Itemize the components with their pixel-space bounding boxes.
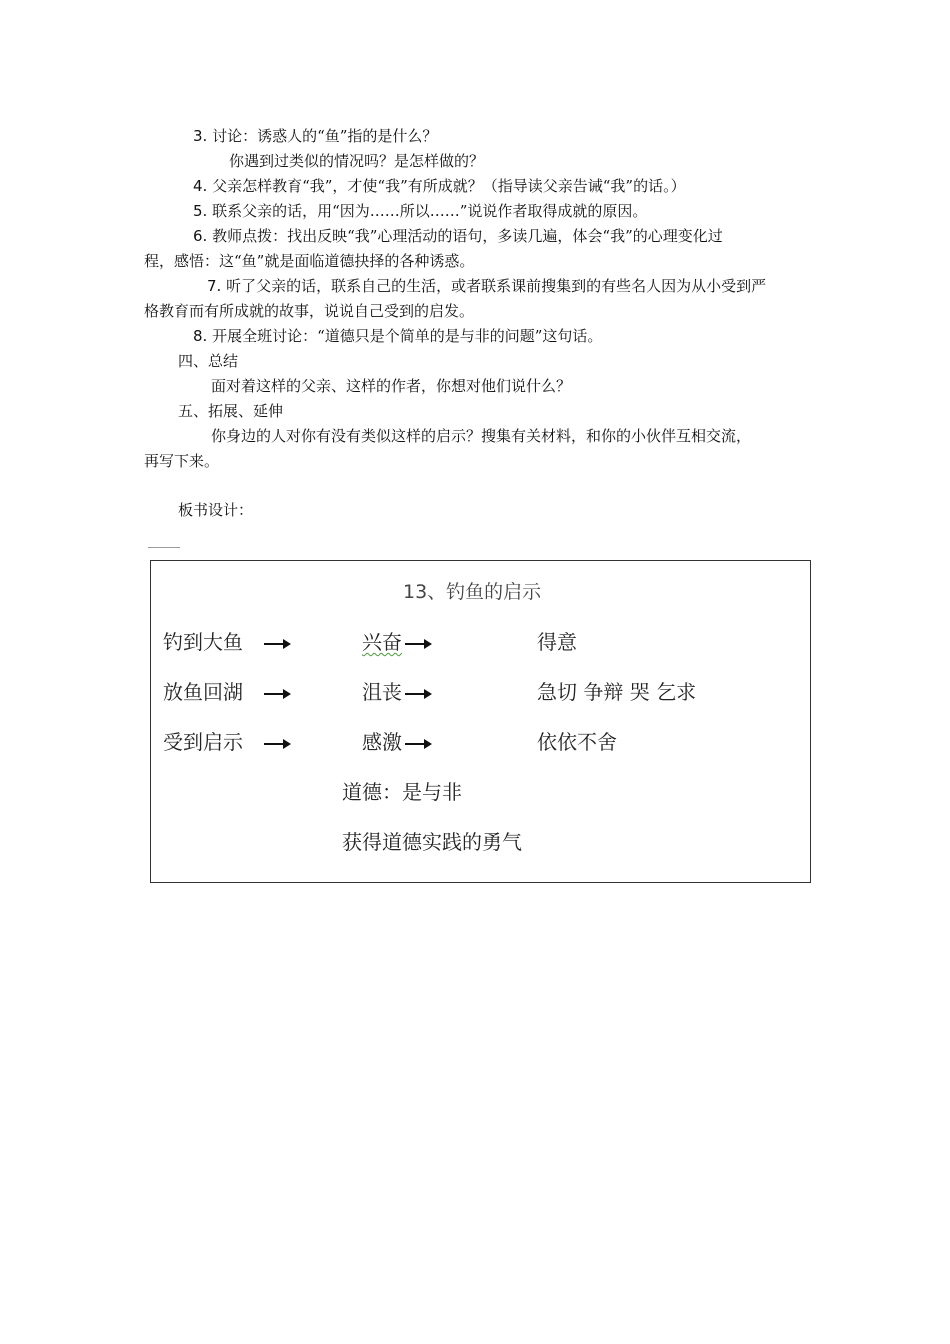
section-4-text: 面对着这样的父亲、这样的作者，你想对他们说什么？	[211, 377, 572, 395]
arrow-icon	[405, 743, 430, 745]
item-6-line-1	[193, 226, 723, 246]
board-detail-1: 得意	[537, 630, 577, 654]
item-number: 6	[193, 227, 203, 245]
section-5-line-2: 再写下来。	[144, 452, 220, 470]
board-feeling-3: 感激	[362, 730, 402, 754]
item-text: . 听了父亲的话，联系自己的生活，或者联系课前搜集到的有些名人因为从小受到严	[216, 277, 767, 295]
board-moral: 道德：是与非	[342, 780, 462, 804]
arrow-icon	[264, 643, 289, 645]
item-3-sub: 你遇到过类似的情况吗？是怎样做的？	[229, 152, 485, 170]
arrow-icon	[405, 693, 430, 695]
arrow-icon	[264, 693, 289, 695]
board-conclusion: 获得道德实践的勇气	[342, 830, 522, 854]
item-number: 3	[193, 127, 203, 145]
board-cause-3: 受到启示	[163, 730, 243, 754]
item-6-line-2: 程，感悟：这“鱼”就是面临道德抉择的各种诱惑。	[144, 252, 475, 270]
section-5-line-1: 你身边的人对你有没有类似这样的启示？搜集有关材料，和你的小伙伴互相交流，	[211, 427, 752, 445]
item-4	[193, 176, 686, 196]
item-number: 5	[193, 202, 203, 220]
board-design-heading: 板书设计：	[178, 501, 254, 519]
section-4-title: 四、总结	[178, 352, 239, 370]
item-text: . 开展全班讨论：“道德只是个简单的是与非的问题”这句话。	[202, 327, 603, 345]
item-text: . 父亲怎样教育“我”，才使“我”有所成就？（指导读父亲告诫“我”的话。）	[202, 177, 686, 195]
board-feeling-1: 兴奋	[362, 630, 402, 654]
item-text: . 联系父亲的话，用“因为……所以……”说说作者取得成就的原因。	[202, 202, 648, 220]
board-cause-1: 钓到大鱼	[163, 630, 243, 654]
arrow-icon	[264, 743, 289, 745]
section-5-title: 五、拓展、延伸	[178, 402, 284, 420]
board-cause-2: 放鱼回湖	[163, 680, 243, 704]
divider	[148, 547, 180, 548]
item-number: 4	[193, 177, 203, 195]
board-feeling-2: 沮丧	[362, 680, 402, 704]
item-7-line-1	[207, 276, 766, 296]
item-7-line-2: 格教育而有所成就的故事，说说自己受到的启发。	[144, 302, 475, 320]
board-detail-3: 依依不舍	[537, 730, 617, 754]
item-number: 8	[193, 327, 203, 345]
board-detail-2: 急切 争辩 哭 乞求	[537, 680, 697, 704]
item-8	[193, 326, 602, 346]
item-3	[193, 126, 437, 146]
arrow-icon	[405, 643, 430, 645]
item-text: . 讨论：诱惑人的“鱼”指的是什么？	[202, 127, 438, 145]
item-number: 7	[207, 277, 217, 295]
board-title: 13、钓鱼的启示	[403, 581, 542, 603]
item-text: . 教师点拨：找出反映“我”心理活动的语句，多读几遍，体会“我”的心理变化过	[202, 227, 723, 245]
board-design-box	[150, 560, 811, 883]
item-5	[193, 201, 647, 221]
